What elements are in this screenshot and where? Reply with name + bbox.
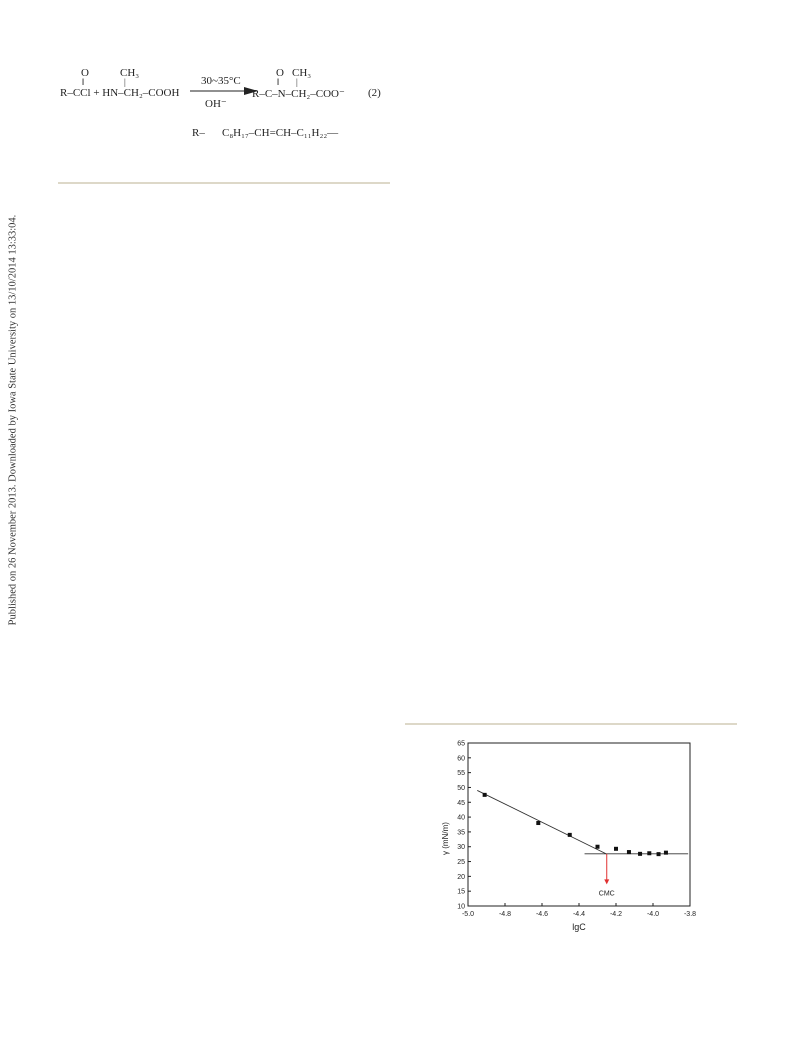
y-tick-label: 50 <box>457 784 465 792</box>
lhs-double-bond: ‖ <box>82 77 85 87</box>
chart-svg <box>420 735 710 975</box>
r-group-label: R– <box>192 127 205 139</box>
reaction-condition-base: OH⁻ <box>205 98 227 110</box>
products: R–C–N–CH₂–COO⁻ <box>252 88 345 100</box>
y-tick-label: 65 <box>457 740 465 748</box>
rhs-carbonyl-oxygen: O <box>276 67 284 79</box>
lhs-single-bond: | <box>124 77 126 87</box>
rhs-single-bond: | <box>296 77 298 87</box>
data-point <box>657 852 661 856</box>
y-tick-label: 15 <box>457 888 465 896</box>
rhs-methyl: CH₃ <box>292 67 312 79</box>
cmc-arrow-head <box>604 879 609 884</box>
x-tick-label: -4.2 <box>609 911 623 918</box>
y-axis-label: γ (mN/m) <box>441 822 450 855</box>
data-point <box>614 847 618 851</box>
x-tick-label: -4.4 <box>572 911 586 918</box>
sidebar-text: Published on 26 November 2013. Downloaded by Iowa State University on 13/10/2014 13:33:04. <box>7 214 19 626</box>
y-tick-label: 30 <box>457 844 465 852</box>
fit-line <box>477 790 607 854</box>
reaction-arrow <box>190 86 258 96</box>
plot-area-frame <box>468 743 690 906</box>
data-point <box>483 793 487 797</box>
y-tick-label: 35 <box>457 829 465 837</box>
data-point <box>647 851 651 855</box>
x-tick-label: -4.0 <box>646 911 660 918</box>
y-tick-label: 60 <box>457 755 465 763</box>
data-point <box>664 851 668 855</box>
reaction-condition-temperature: 30~35°C <box>201 75 241 87</box>
publication-sidebar-note <box>4 210 22 630</box>
data-point <box>568 833 572 837</box>
data-point <box>638 852 642 856</box>
x-tick-label: -4.8 <box>498 911 512 918</box>
reactants: R–CCl + HN–CH₂–COOH <box>60 87 180 99</box>
section-divider-right <box>405 723 737 725</box>
y-tick-label: 55 <box>457 770 465 778</box>
x-tick-label: -5.0 <box>461 911 475 918</box>
rhs-double-bond: ‖ <box>277 77 280 87</box>
data-point <box>596 845 600 849</box>
cmc-label: CMC <box>598 890 615 898</box>
x-tick-label: -4.6 <box>535 911 549 918</box>
section-divider-left <box>58 182 390 184</box>
lhs-carbonyl-oxygen: O <box>81 67 89 79</box>
data-point <box>627 850 631 854</box>
y-tick-label: 20 <box>457 873 465 881</box>
y-tick-label: 40 <box>457 814 465 822</box>
surface-tension-chart <box>420 735 710 975</box>
y-tick-label: 10 <box>457 903 465 911</box>
x-tick-label: -3.8 <box>683 911 697 918</box>
y-tick-label: 25 <box>457 859 465 867</box>
equation-number: (2) <box>368 87 381 99</box>
data-point <box>536 821 540 825</box>
lhs-methyl: CH₃ <box>120 67 140 79</box>
y-tick-label: 45 <box>457 799 465 807</box>
x-axis-label: lgC <box>572 922 586 932</box>
r-group-formula: C₈H₁₇–CH=CH–C₁₁H₂₂— <box>222 127 339 139</box>
